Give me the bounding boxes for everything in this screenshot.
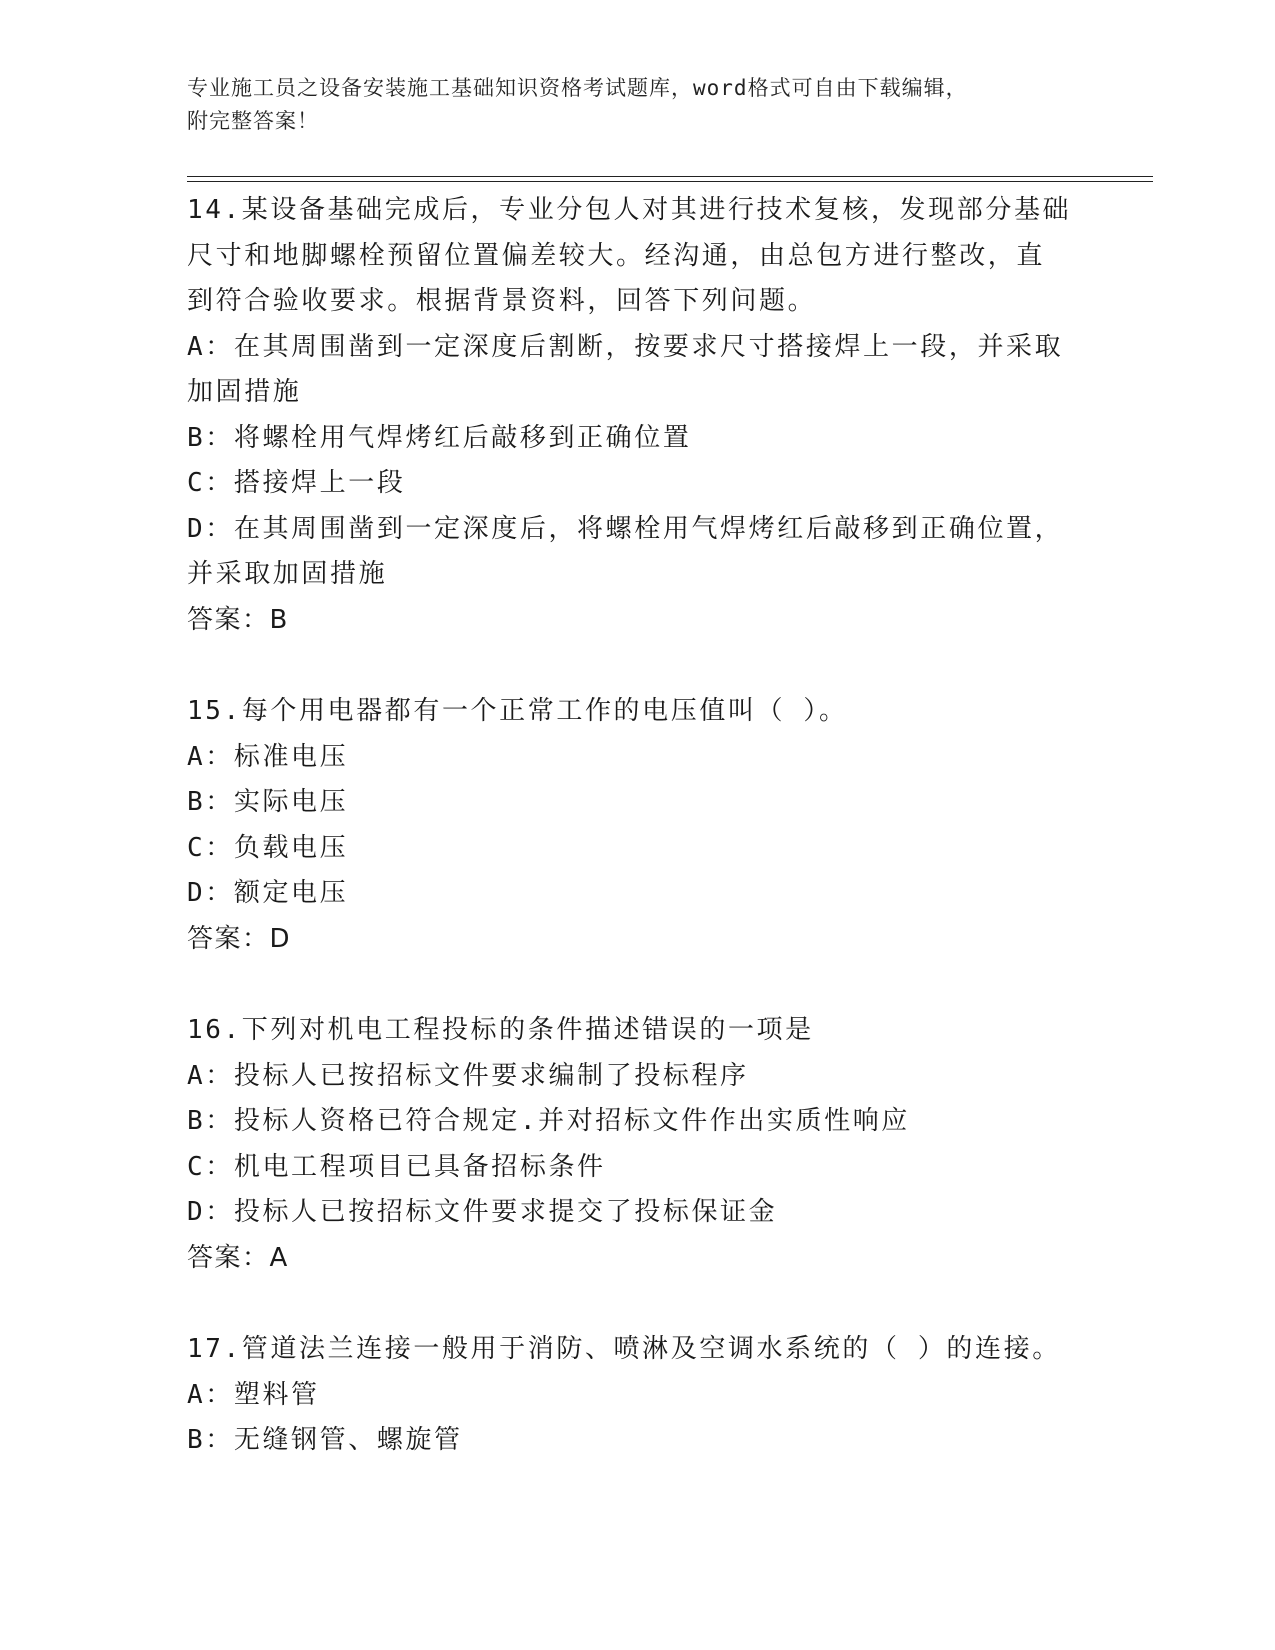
option-line: 加固措施 [187,377,302,407]
option-line: C：搭接焊上一段 [187,468,406,498]
option-line: A：标准电压 [187,741,349,772]
option-line: D：在其周围凿到一定深度后，将螺栓用气焊烤红后敲移到正确位置， [187,513,1064,544]
question-stem-line: 14.某设备基础完成后，专业分包人对其进行技术复核，发现部分基础 [187,195,1072,225]
question-stem-line: 尺寸和地脚螺栓预留位置偏差较大。经沟通，由总包方进行整改，直 [187,240,1046,271]
question-17 [187,1327,1087,1464]
question-stem-line: 17.管道法兰连接一般用于消防、喷淋及空调水系统的（ ）的连接。 [187,1334,1061,1364]
option-line: B：将螺栓用气焊烤红后敲移到正确位置 [187,422,692,453]
option-line: B：实际电压 [187,787,349,817]
question-stem-line: 到符合验收要求。根据背景资料，回答下列问题。 [187,286,817,316]
option-line: D：额定电压 [187,878,349,908]
question-14 [187,188,1087,643]
question-stem-line: 16.下列对机电工程投标的条件描述错误的一项是 [187,1015,814,1045]
option-line: 并采取加固措施 [187,559,388,589]
question-stem-line: 15.每个用电器都有一个正常工作的电压值叫（ ）。 [187,696,848,726]
answer-line: 答案：A [187,1242,289,1273]
option-line: B：投标人资格已符合规定.并对招标文件作出实质性响应 [187,1106,910,1136]
header-line-2: 附完整答案！ [187,109,319,133]
question-15 [187,689,1087,962]
question-16 [187,1008,1087,1281]
option-line: C：机电工程项目已具备招标条件 [187,1151,606,1182]
option-line: C：负载电压 [187,832,349,863]
question-list [187,188,1087,1464]
option-line: D：投标人已按招标文件要求提交了投标保证金 [187,1197,778,1227]
option-line: A：投标人已按招标文件要求编制了投标程序 [187,1060,749,1091]
option-line: A：塑料管 [187,1379,320,1410]
answer-line: 答案：D [187,923,292,954]
header-rule-bottom [187,181,1153,182]
answer-line: 答案：B [187,604,289,635]
option-line: A：在其周围凿到一定深度后割断，按要求尺寸搭接焊上一段，并采取 [187,331,1064,362]
header-rule-top [187,176,1153,177]
page-header [187,72,1067,138]
option-line: B：无缝钢管、螺旋管 [187,1425,463,1455]
header-line-1: 专业施工员之设备安装施工基础知识资格考试题库，word格式可自由下载编辑， [187,76,968,100]
